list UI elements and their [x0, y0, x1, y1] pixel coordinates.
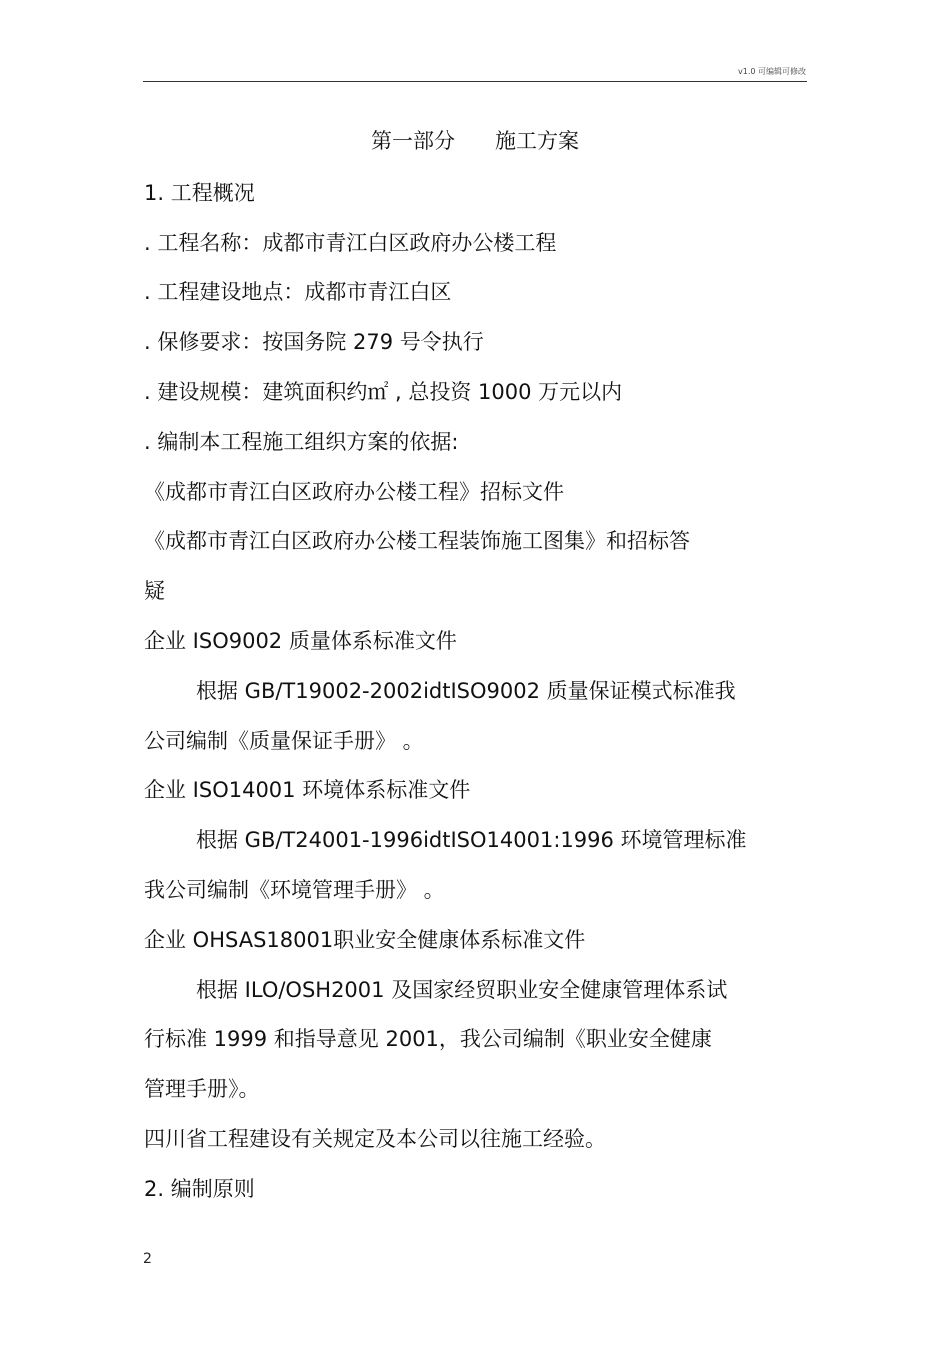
- text-line-project-name: . 工程名称：成都市青江白区政府办公楼工程: [144, 231, 557, 255]
- text-line-iso14001-basis: 根据 GB/T24001-1996idtISO14001:1996 环境管理标准: [196, 828, 747, 852]
- text-line-iso14001-basis-cont: 我公司编制《环境管理手册》 。: [144, 878, 445, 902]
- text-line-project-location: . 工程建设地点：成都市青江白区: [144, 280, 452, 304]
- section-heading-principles: 2. 编制原则: [144, 1177, 255, 1201]
- text-line-ohsas-basis-end: 管理手册》。: [144, 1077, 260, 1101]
- page-title: 第一部分 施工方案: [370, 129, 580, 153]
- text-line-ohsas-basis-cont: 行标准 1999 和指导意见 2001，我公司编制《职业安全健康: [144, 1027, 712, 1051]
- text-line-tender-doc: 《成都市青江白区政府办公楼工程》招标文件: [144, 480, 564, 504]
- text-line-iso14001: 企业 ISO14001 环境体系标准文件: [144, 778, 471, 802]
- text-line-iso9002-basis-cont: 公司编制《质量保证手册》 。: [144, 729, 424, 753]
- header-rule: [143, 81, 807, 82]
- text-line-ohsas-basis: 根据 ILO/OSH2001 及国家经贸职业安全健康管理体系试: [196, 978, 728, 1002]
- page-number: 2: [143, 1251, 152, 1267]
- text-line-scale: . 建设规模：建筑面积约㎡ , 总投资 1000 万元以内: [144, 380, 623, 404]
- section-heading-overview: 1. 工程概况: [144, 181, 255, 205]
- text-line-iso9002: 企业 ISO9002 质量体系标准文件: [144, 629, 457, 653]
- text-line-drawing-set: 《成都市青江白区政府办公楼工程装饰施工图集》和招标答: [144, 529, 690, 553]
- text-line-basis-heading: . 编制本工程施工组织方案的依据:: [144, 430, 459, 454]
- text-line-drawing-set-cont: 疑: [144, 579, 165, 603]
- text-line-warranty: . 保修要求：按国务院 279 号令执行: [144, 330, 484, 354]
- text-line-sichuan-rules: 四川省工程建设有关规定及本公司以往施工经验。: [144, 1127, 606, 1151]
- text-line-ohsas: 企业 OHSAS18001职业安全健康体系标准文件: [144, 928, 586, 952]
- text-line-iso9002-basis: 根据 GB/T19002-2002idtISO9002 质量保证模式标准我: [196, 679, 736, 703]
- header-version-label: v1.0 可编辑可修改: [738, 67, 806, 76]
